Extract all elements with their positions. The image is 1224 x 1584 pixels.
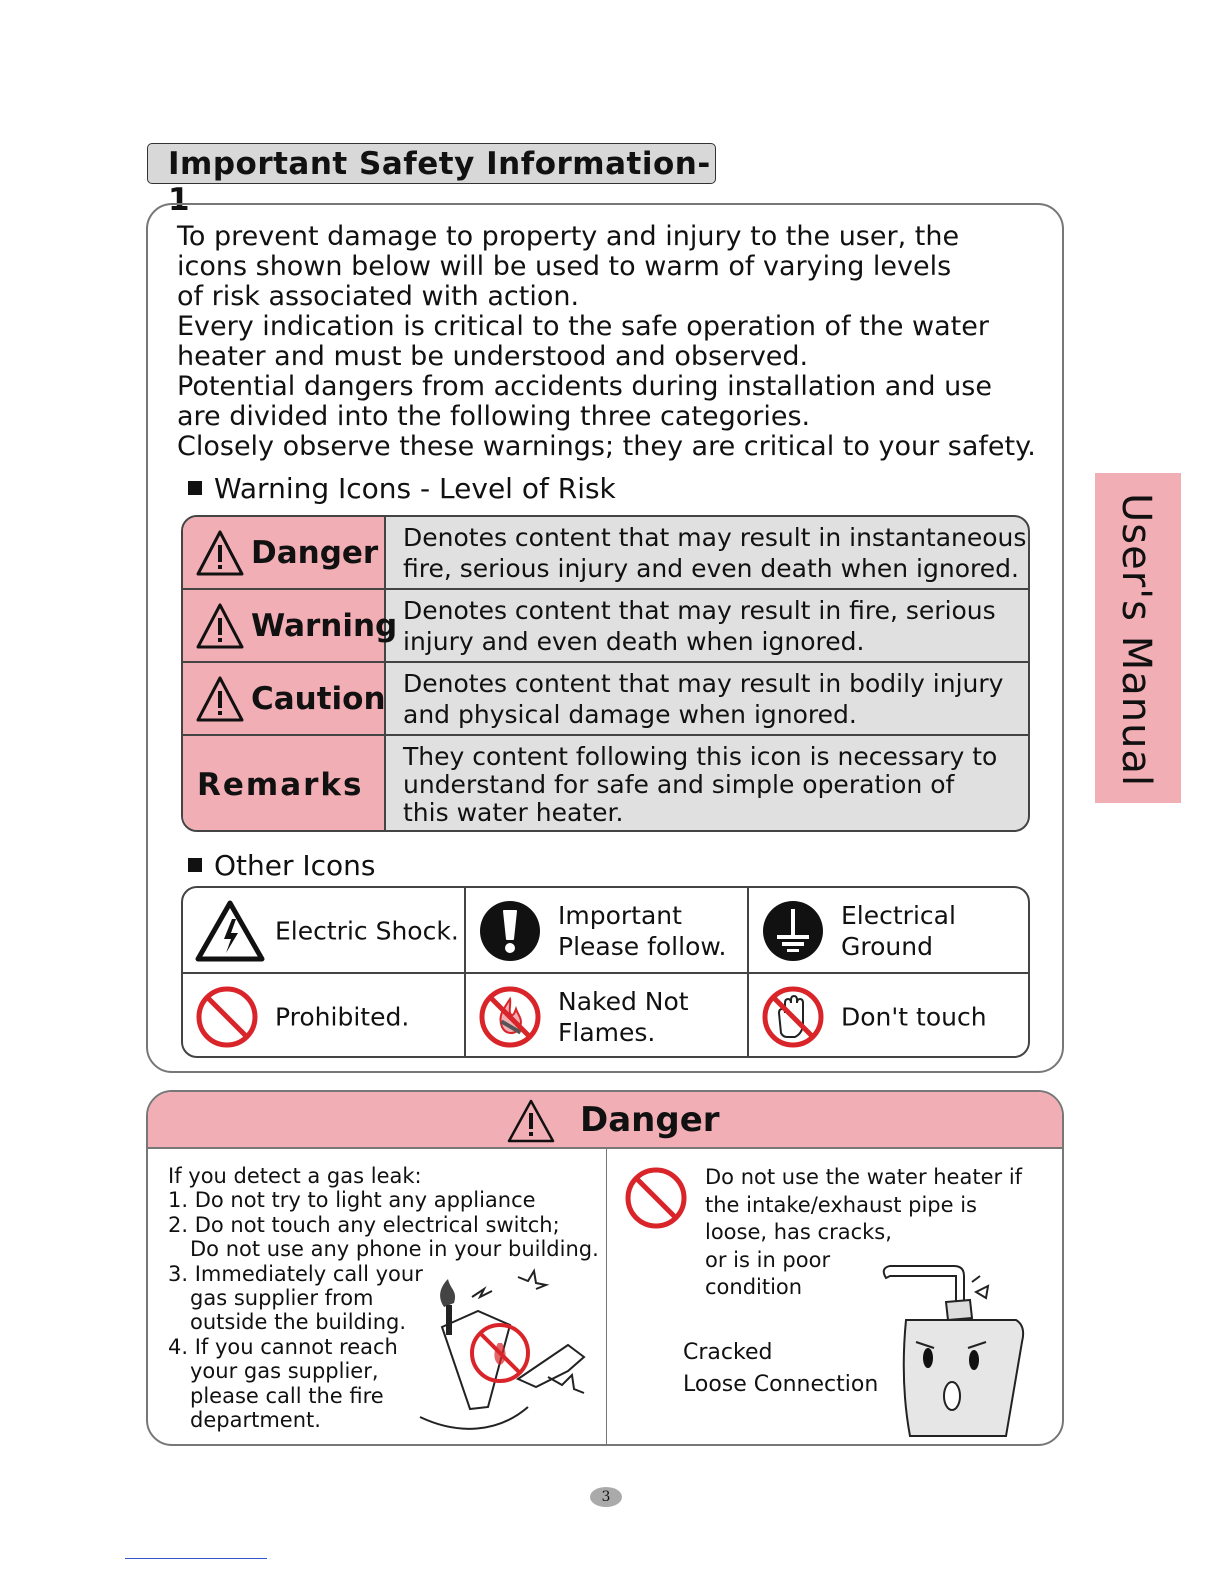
warning-icons-heading: Warning Icons - Level of Risk [188,472,616,505]
intro-line: are divided into the following three categories. [177,401,811,432]
risk-description: Denotes content that may result in bodily injury and physical damage when ignored. [403,668,1004,729]
risk-label-cell [183,517,386,588]
risk-level-table [181,515,1030,832]
footer-rule [125,1558,267,1559]
icon-cell-dont-touch: Don't touch [749,974,1030,1058]
gas-leak-instructions: If you detect a gas leak: 1. Do not try to light any appliance 2. Do not touch any electrical switch; Do not use any phone in your building. 3. Immediately call your gas supplier from outside the building. 4. If you cannot reach your gas supplier, please call the fire department. [168,1164,599,1433]
pipe-condition-labels [683,1337,878,1401]
page-title-bar [147,143,716,218]
page-title: Important Safety Information-1 [168,146,711,218]
intro-text [177,222,1047,462]
side-tab [1095,473,1181,803]
intro-line: of risk associated with action. [177,281,580,312]
risk-description: They content following this icon is necessary to understand for safe and simple operation of this water heater. [403,742,998,827]
icon-cell-electric-shock: Electric Shock. [183,888,464,973]
risk-description: Denotes content that may result in fire, serious injury and even death when ignored. [403,595,996,656]
danger-title: Danger [580,1100,720,1140]
prohibited-icon [195,985,259,1049]
other-icons-heading: Other Icons [188,849,376,882]
icon-cell-prohibited: Prohibited. [183,974,464,1058]
risk-row-caution [183,663,1028,736]
other-icons-table [181,886,1030,1058]
icon-cell-electrical-ground: Electrical Ground [749,888,1030,973]
prohibited-icon [624,1166,688,1230]
dont-touch-icon [761,985,825,1049]
icon-cell-no-flames: Naked Not Flames. [466,974,747,1058]
important-icon [478,899,542,963]
loose-connection-label: Loose Connection [683,1372,879,1397]
warning-triangle-icon [195,602,245,650]
page-number: 3 [590,1487,622,1507]
electric-shock-icon [195,899,265,963]
intro-line: Closely observe these warnings; they are critical to your safety. [177,431,1036,462]
bullet-square-icon [188,858,202,872]
risk-label-cell [183,663,386,734]
intro-line: Every indication is critical to the safe operation of the water [177,311,989,342]
cracked-label: Cracked [683,1340,773,1365]
risk-label-text: Danger [251,534,379,571]
risk-description: Denotes content that may result in instantaneous fire, serious injury and even death when ignored. [403,522,1027,583]
water-heater-illustration [876,1262,1036,1442]
gas-leak-illustration [418,1267,598,1437]
intro-line: Potential dangers from accidents during installation and use [177,371,992,402]
risk-label-text: Warning [251,607,398,644]
risk-row-warning [183,590,1028,663]
pipe-warning-text: Do not use the water heater if the intake/exhaust pipe is loose, has cracks, or is in poor condition [705,1165,1023,1299]
warning-triangle-icon [195,675,245,723]
danger-header [148,1092,1062,1149]
risk-label-cell [183,736,386,832]
risk-label-text: Caution [251,680,386,717]
risk-label-text: Remarks [197,767,364,803]
electrical-ground-icon [761,899,825,963]
danger-section [146,1090,1064,1446]
intro-line: To prevent damage to property and injury to the user, the [177,221,960,252]
intro-line: heater and must be understood and observed. [177,341,809,372]
warning-triangle-icon [506,1098,556,1144]
no-flames-icon [478,985,542,1049]
intro-line: icons shown below will be used to warm of varying levels [177,251,952,282]
risk-row-danger [183,517,1028,590]
bullet-square-icon [188,481,202,495]
risk-label-cell [183,590,398,661]
risk-row-remarks [183,736,1028,832]
icon-cell-important: Important Please follow. [466,888,747,973]
warning-triangle-icon [195,529,245,577]
side-tab-label: User's Manual [1113,493,1159,788]
